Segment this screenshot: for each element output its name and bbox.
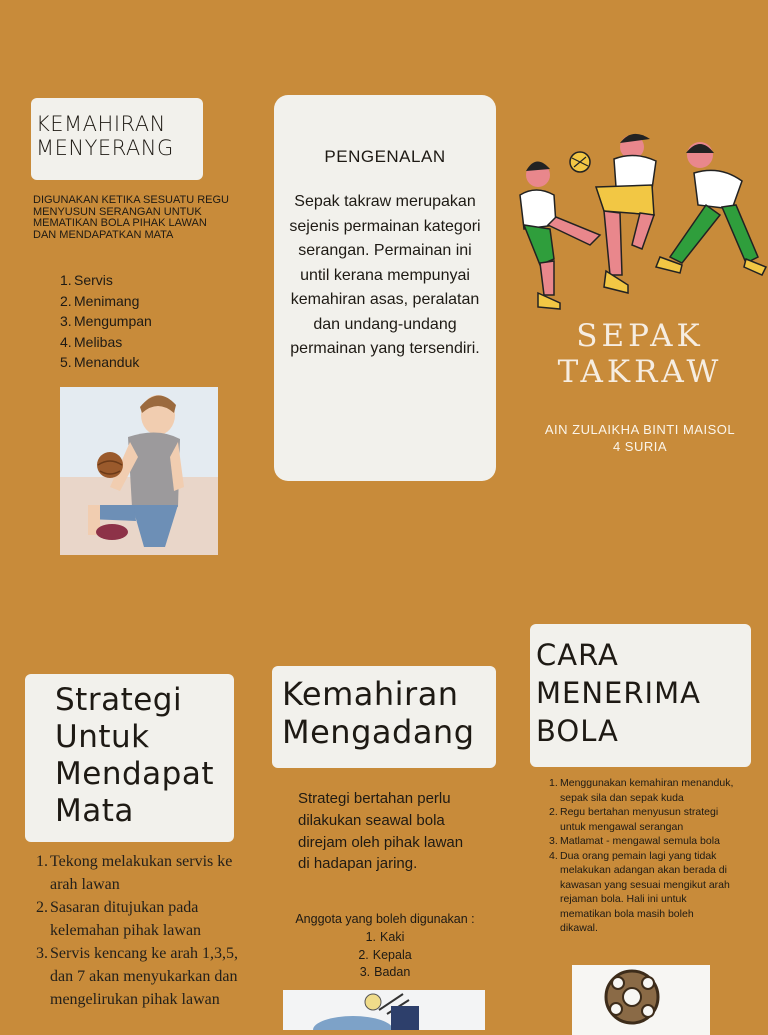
attack-description: DIGUNAKAN KETIKA SESUATU REGU MENYUSUN SERANGAN UNTUK MEMATIKAN BOLA PIHAK LAWAN DAN MENDAPATKAN MATA [33,194,230,241]
list-item: 2. Menimang [60,292,140,309]
list-item: 1. Kaki [365,930,405,944]
list-item: 1. Tekong melakukan servis ke arah lawan [36,853,233,893]
list-item: 2. Kepala [358,947,412,962]
author-block [520,421,760,455]
list-item: 3. Badan [359,965,411,979]
blocking-body: Strategi bertahan perlu dilakukan seawal bola direjam oleh pihak lawan di hadapan jaring. [298,790,464,873]
strategy-title: Strategi Untuk Mendapat Mata [55,682,214,829]
list-item: 1. Menggunakan kemahiran menanduk, sepak sila dan sepak kuda [549,777,734,804]
strategy-title-card [25,674,234,842]
author-name: AIN ZULAIKHA BINTI MAISOL [544,422,736,437]
receive-title-card [530,624,751,767]
author-class: 4 SURIA [612,439,668,454]
list-item: 4. Dua orang pemain lagi yang tidak melakukan adangan akan berada di kawasan yang sesuai mengikut arah rejaman bola. Hali ini untuk mematikan bola masih boleh dikawal. [549,849,730,934]
strategy-list [36,850,246,1011]
intro-card [274,95,496,481]
list-item: 2. Sasaran ditujukan pada kelemahan pihak lawan [36,899,202,939]
list-item: 1. Servis [60,272,113,288]
blocking-title: Kemahiran Mengadang [282,675,475,751]
intro-heading: PENGENALAN [324,147,446,166]
members-label: Anggota yang boleh digunakan : [295,912,475,926]
player-kick-image [283,990,485,1030]
receive-list [549,776,734,936]
list-item: 2. Regu bertahan menyusun strategi untuk mengawal serangan [549,806,719,833]
blocking-title-card [272,666,496,768]
receive-title: CARA MENERIMA BOLA [536,638,701,748]
attack-skill-list [60,270,152,373]
list-item: 4. Melibas [60,333,123,350]
list-item: 3. Mengumpan [60,313,152,329]
list-item: 5. Menanduk [60,354,140,370]
list-item: 3. Matlamat - mengawal semula bola [549,835,720,847]
attack-title: KEMAHIRAN MENYERANG [36,112,174,160]
main-title: SEPAK TAKRAW [557,318,723,390]
intro-body: Sepak takraw merupakan sejenis permainan kategori serangan. Permainan ini until kerana mempunyai kemahiran asas, peralatan dan undang-undang permainan yang tersendiri. [289,193,481,357]
list-item: 3. Servis kencang ke arah 1,3,5, dan 7 akan menyukarkan dan mengelirukan pihak lawan [36,945,238,1008]
attack-title-card [31,98,203,180]
rattan-ball-image [572,965,710,1035]
boy-kicking-ball-photo [60,387,218,555]
sepak-takraw-players-illustration [510,125,768,315]
members-list [280,929,490,982]
